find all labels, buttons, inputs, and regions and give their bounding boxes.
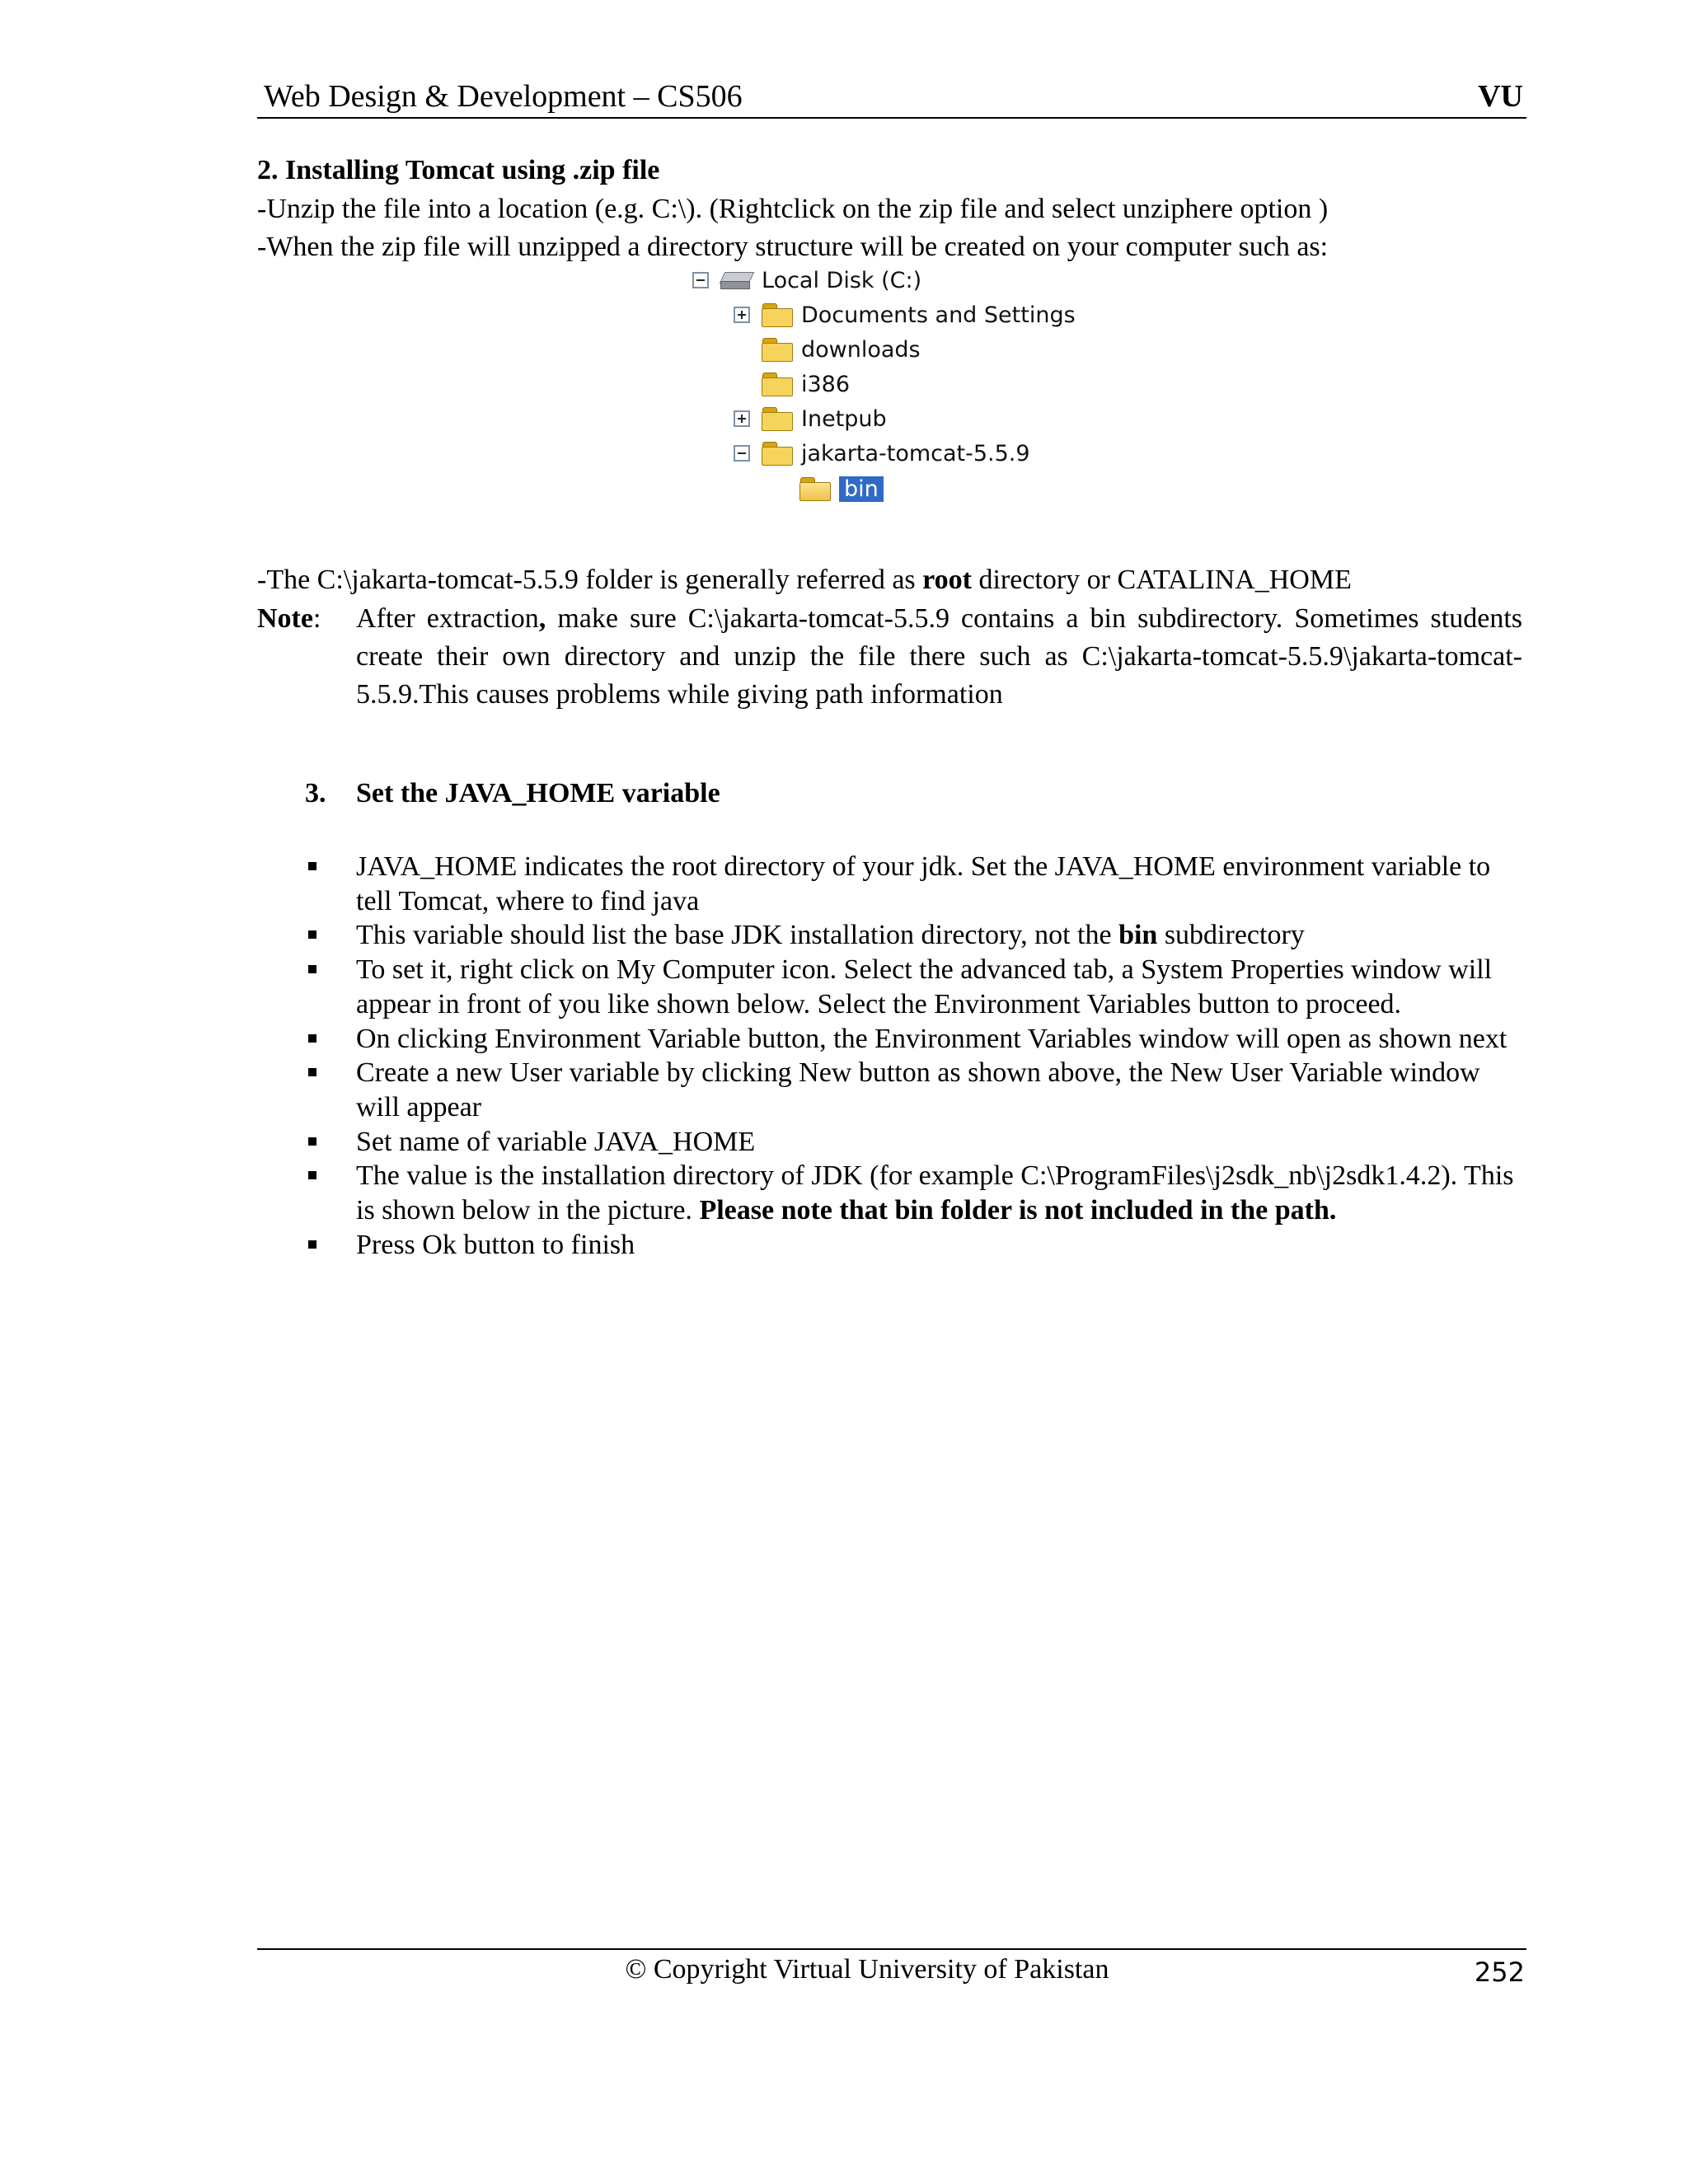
note-body xyxy=(356,600,1522,714)
folder-icon xyxy=(762,442,793,465)
note-label-text: Note xyxy=(257,603,313,634)
list-item-text: This variable should list the base JDK installation directory, not the xyxy=(356,920,1119,951)
list-item-text: Create a new User variable by clicking New button as shown above, the New User Variable window will appear xyxy=(356,1057,1480,1122)
bullet-icon xyxy=(308,1034,316,1043)
bullet-icon xyxy=(308,930,316,939)
java-home-steps xyxy=(307,850,1526,1262)
tree-label-local-disk: Local Disk (C:) xyxy=(762,267,922,293)
tree-node-jakarta[interactable] xyxy=(734,437,1030,470)
section2-heading: 2. Installing Tomcat using .zip file xyxy=(257,155,660,185)
list-item xyxy=(307,953,1526,1021)
footer-copyright: © Copyright Virtual University of Pakistan xyxy=(625,1954,1109,1985)
folder-icon xyxy=(762,407,793,430)
section3-number: 3. xyxy=(305,778,326,808)
tree-label-jakarta: jakarta-tomcat-5.5.9 xyxy=(801,440,1030,466)
tree-node-bin[interactable] xyxy=(799,472,884,505)
note-comma: , xyxy=(538,603,546,634)
root-line-bold: root xyxy=(922,565,972,595)
tree-label-inetpub: Inetpub xyxy=(801,405,887,432)
list-item xyxy=(307,850,1526,918)
note-colon: : xyxy=(312,603,321,634)
root-line-pre: -The C:\jakarta-tomcat-5.5.9 folder is generally referred as xyxy=(257,565,923,595)
list-item-text: To set it, right click on My Computer icon. Select the advanced tab, a System Properties window will appear in front of you like shown below. Select the Environment Variables button to proceed. xyxy=(356,954,1493,1019)
expand-icon[interactable] xyxy=(734,307,750,323)
page-number: 252 xyxy=(1474,1957,1525,1988)
note-text-a: After extraction xyxy=(356,603,539,634)
note-text-b: make sure C:\jakarta-tomcat-5.5.9 contains a bin subdirectory. Sometimes students create their own directory and unzip the file there such as C:\jakarta-tomcat-5.5.9\jakarta-tomcat-5.5.9.This causes problems while giving path information xyxy=(356,603,1523,710)
root-directory-line xyxy=(257,561,1352,599)
bullet-icon xyxy=(308,1068,316,1076)
collapse-icon[interactable] xyxy=(692,272,709,288)
root-line-post: directory or CATALINA_HOME xyxy=(971,565,1352,595)
expand-icon[interactable] xyxy=(734,410,750,427)
bullet-icon xyxy=(308,965,316,973)
section2-line2: -When the zip file will unzipped a directory structure will be created on your computer such as: xyxy=(257,232,1329,262)
tree-label-downloads: downloads xyxy=(801,336,921,363)
list-item-bold: Please note that bin folder is not included in the path. xyxy=(699,1195,1337,1226)
page-header xyxy=(257,77,1526,119)
list-item xyxy=(307,1159,1526,1227)
open-folder-icon xyxy=(799,477,831,500)
tree-node-local-disk[interactable] xyxy=(692,264,921,297)
list-item xyxy=(307,1228,1526,1263)
bullet-icon xyxy=(308,1137,316,1146)
collapse-icon[interactable] xyxy=(734,445,750,462)
list-item-text: Set name of variable JAVA_HOME xyxy=(356,1126,756,1157)
directory-tree xyxy=(692,264,1088,515)
tree-node-i386[interactable] xyxy=(762,368,850,401)
tree-label-bin: bin xyxy=(839,476,884,502)
folder-icon xyxy=(762,303,793,326)
section2-line1: -Unzip the file into a location (e.g. C:\). (Rightclick on the zip file and select unziphere option ) xyxy=(257,194,1329,224)
folder-icon xyxy=(762,338,793,361)
bullet-icon xyxy=(308,862,316,870)
folder-icon xyxy=(762,373,793,396)
drive-icon xyxy=(720,270,753,290)
list-item xyxy=(307,1125,1526,1160)
list-item-text: JAVA_HOME indicates the root directory of your jdk. Set the JAVA_HOME environment variable to tell Tomcat, where to find java xyxy=(356,851,1491,916)
tree-node-inetpub[interactable] xyxy=(734,402,887,435)
bullet-icon xyxy=(308,1240,316,1249)
tree-node-downloads[interactable] xyxy=(762,333,921,366)
list-item xyxy=(307,918,1526,953)
list-item-text: subdirectory xyxy=(1157,920,1305,951)
tree-node-documents[interactable] xyxy=(734,298,1076,331)
tree-label-documents: Documents and Settings xyxy=(801,302,1076,328)
list-item-text: On clicking Environment Variable button, the Environment Variables window will open as shown next xyxy=(356,1023,1507,1054)
header-vu: VU xyxy=(1478,79,1523,114)
tree-label-i386: i386 xyxy=(801,371,851,397)
list-item-text: The value is the installation directory of JDK (for example C:\ProgramFiles\j2sdk_nb\j2sdk1.4.2). This is shown below in the picture. xyxy=(356,1160,1514,1226)
header-title: Web Design & Development – CS506 xyxy=(264,79,743,114)
note-label xyxy=(257,600,321,638)
list-item xyxy=(307,1056,1526,1124)
section3-title: Set the JAVA_HOME variable xyxy=(356,778,720,808)
list-item xyxy=(307,1022,1526,1057)
list-item-bold: bin xyxy=(1118,920,1158,951)
list-item-text: Press Ok button to finish xyxy=(356,1229,635,1260)
bullet-icon xyxy=(308,1171,316,1179)
